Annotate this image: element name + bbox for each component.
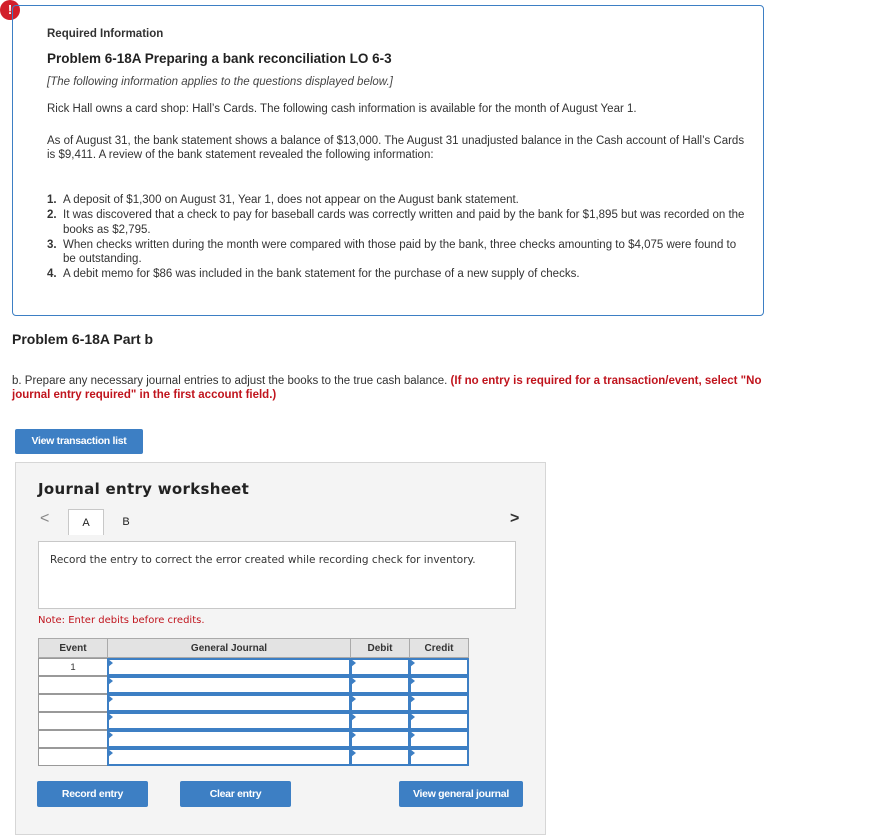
account-field[interactable]: [107, 730, 351, 748]
debit-field[interactable]: [350, 676, 410, 694]
account-field[interactable]: [107, 658, 351, 676]
intro-paragraph: Rick Hall owns a card shop: Hall’s Cards. The following cash information is available for the month of August Year 1.: [47, 103, 637, 115]
credit-field[interactable]: [409, 712, 469, 730]
account-field[interactable]: [107, 748, 351, 766]
account-field[interactable]: [107, 694, 351, 712]
tab-a[interactable]: A: [68, 509, 104, 535]
next-arrow-icon[interactable]: >: [510, 510, 520, 527]
information-list: [47, 193, 747, 282]
credit-column-header: Credit: [409, 638, 469, 658]
credit-field[interactable]: [409, 694, 469, 712]
event-cell: [38, 712, 108, 730]
part-title: Problem 6-18A Part b: [12, 331, 154, 347]
instruction-emphasis: (If no entry is required for a transaction/event, select "No journal entry required" in the first account field.): [12, 375, 762, 401]
problem-title: Problem 6-18A Preparing a bank reconciliation LO 6-3: [47, 51, 392, 66]
balance-paragraph: As of August 31, the bank statement shows a balance of $13,000. The August 31 unadjusted balance in the Cash account of Hall’s Cards is $9,411. A review of the bank statement revealed the following information:: [47, 135, 745, 161]
previous-arrow-icon[interactable]: <: [40, 510, 50, 527]
debit-field[interactable]: [350, 730, 410, 748]
view-transaction-list-button[interactable]: View transaction list: [15, 429, 143, 454]
debit-field[interactable]: [350, 658, 410, 676]
clear-entry-button[interactable]: Clear entry: [180, 781, 291, 807]
credit-field[interactable]: [409, 676, 469, 694]
event-cell: [38, 694, 108, 712]
event-column-header: Event: [38, 638, 108, 658]
event-cell: [38, 748, 108, 766]
debit-credit-note: Note: Enter debits before credits.: [38, 615, 205, 626]
view-general-journal-button[interactable]: View general journal: [399, 781, 523, 807]
debit-field[interactable]: [350, 748, 410, 766]
required-information-heading: Required Information: [47, 28, 164, 40]
part-instruction: b. Prepare any necessary journal entries to adjust the books to the true cash balance. (If no entry is required for a transaction/event, select "No journal entry required" in the first account field.): [12, 375, 762, 401]
event-cell: [38, 730, 108, 748]
account-field[interactable]: [107, 676, 351, 694]
event-cell: 1: [38, 658, 108, 676]
worksheet-title: Journal entry worksheet: [38, 480, 250, 498]
general-journal-column-header: General Journal: [107, 638, 351, 658]
applies-note: [The following information applies to the questions displayed below.]: [47, 76, 393, 88]
debit-column-header: Debit: [350, 638, 410, 658]
entry-description: Record the entry to correct the error created while recording check for inventory.: [38, 541, 516, 609]
debit-field[interactable]: [350, 694, 410, 712]
alert-icon: !: [0, 0, 20, 20]
list-item: 1. A deposit of $1,300 on August 31, Year 1, does not appear on the August bank statement.: [47, 194, 519, 206]
list-item: 3. When checks written during the month were compared with those paid by the bank, three checks amounting to $4,075 were found to be outstanding.: [47, 238, 737, 265]
record-entry-button[interactable]: Record entry: [37, 781, 148, 807]
credit-field[interactable]: [409, 748, 469, 766]
list-item: 2. It was discovered that a check to pay for baseball cards was correctly written and paid by the bank for $1,895 but was recorded on the books as $2,795.: [47, 209, 745, 236]
account-field[interactable]: [107, 712, 351, 730]
journal-entry-worksheet: [15, 462, 546, 835]
tab-b[interactable]: B: [122, 516, 130, 528]
debit-field[interactable]: [350, 712, 410, 730]
credit-field[interactable]: [409, 730, 469, 748]
required-information-box: [12, 5, 764, 316]
list-item: 4. A debit memo for $86 was included in the bank statement for the purchase of a new supply of checks.: [47, 268, 580, 280]
event-cell: [38, 676, 108, 694]
credit-field[interactable]: [409, 658, 469, 676]
